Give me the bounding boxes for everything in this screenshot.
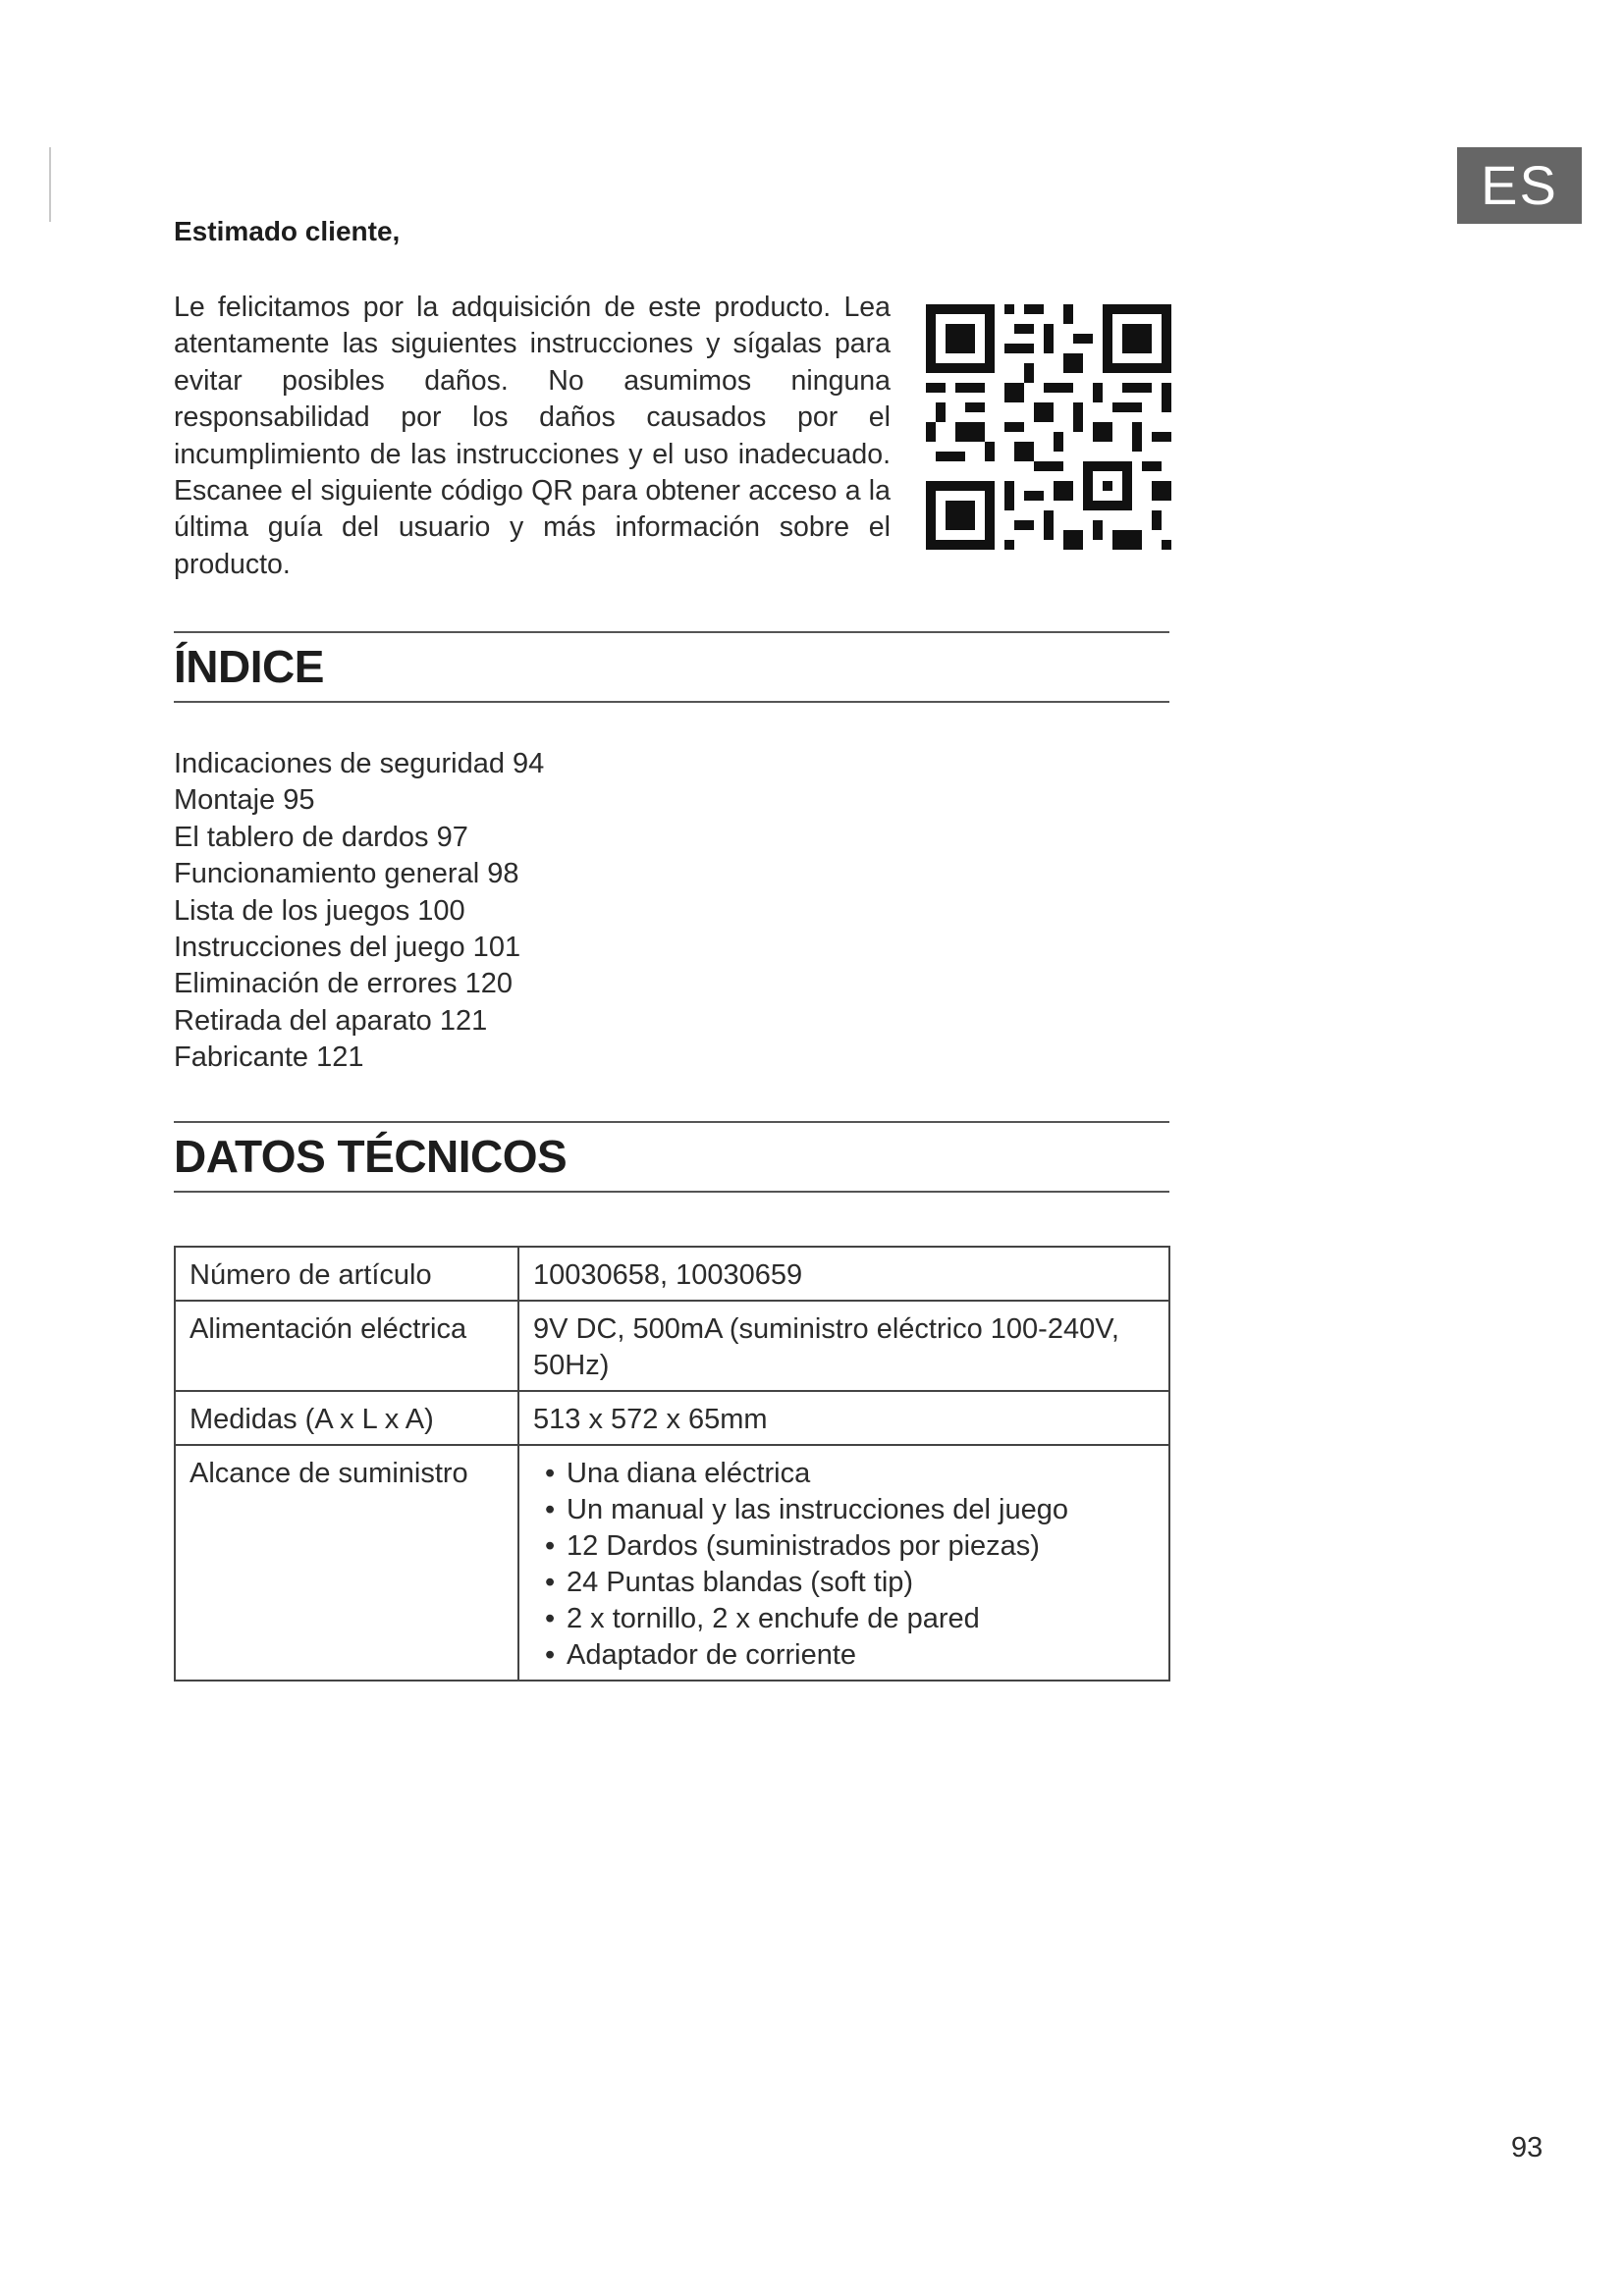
- list-item: • 12 Dardos (suministrados por piezas): [533, 1528, 1155, 1565]
- index-list: [174, 746, 544, 1077]
- spec-value: [518, 1445, 1169, 1681]
- index-bottom-rule: [174, 701, 1169, 703]
- supply-list: [533, 1456, 1155, 1674]
- qr-code-icon: [926, 304, 1171, 550]
- tech-specs-table: [174, 1246, 1170, 1682]
- index-item: Funcionamiento general 98: [174, 858, 519, 890]
- list-item: • 24 Puntas blandas (soft tip): [533, 1565, 1155, 1601]
- list-item: • Una diana eléctrica: [533, 1456, 1155, 1492]
- index-title: ÍNDICE: [174, 641, 324, 692]
- table-row: [175, 1301, 1169, 1391]
- spec-value: 10030658, 10030659: [518, 1247, 1169, 1301]
- tech-bottom-rule: [174, 1191, 1169, 1193]
- index-item: Lista de los juegos 100: [174, 894, 465, 927]
- index-item: Montaje 95: [174, 784, 315, 817]
- index-item: Instrucciones del juego 101: [174, 932, 521, 964]
- table-row: [175, 1247, 1169, 1301]
- intro-paragraph: Le felicitamos por la adquisición de este producto. Lea atentamente las siguientes instrucciones y sígalas para evitar posibles daños. No asumimos ninguna responsabilidad por los daños causados por el incumplimiento de las instrucciones y el uso inadecuado. Escanee el siguiente código QR para obtener acceso a la última guía del usuario y más información sobre el producto.: [174, 292, 891, 580]
- list-item: • Un manual y las instrucciones del juego: [533, 1492, 1155, 1528]
- list-item: • Adaptador de corriente: [533, 1637, 1155, 1674]
- list-item: • 2 x tornillo, 2 x enchufe de pared: [533, 1601, 1155, 1637]
- tech-title: DATOS TÉCNICOS: [174, 1131, 568, 1182]
- index-item: Fabricante 121: [174, 1041, 364, 1074]
- language-badge: ES: [1457, 147, 1582, 224]
- spec-label: Número de artículo: [175, 1247, 518, 1301]
- intro-text: [174, 290, 891, 583]
- index-top-rule: [174, 631, 1169, 633]
- greeting: Estimado cliente,: [174, 216, 401, 246]
- page-number: 93: [1511, 2132, 1543, 2163]
- spec-label: Medidas (A x L x A): [175, 1391, 518, 1445]
- spec-label: Alimentación eléctrica: [175, 1301, 518, 1391]
- index-item: Indicaciones de seguridad 94: [174, 748, 545, 779]
- table-row: [175, 1391, 1169, 1445]
- index-item: El tablero de dardos 97: [174, 821, 468, 853]
- tech-top-rule: [174, 1121, 1169, 1123]
- index-item: Eliminación de errores 120: [174, 968, 513, 1000]
- spec-value: 9V DC, 500mA (suministro eléctrico 100-240V, 50Hz): [518, 1301, 1169, 1391]
- margin-rule: [49, 147, 51, 222]
- index-item: Retirada del aparato 121: [174, 1004, 488, 1037]
- spec-value: 513 x 572 x 65mm: [518, 1391, 1169, 1445]
- table-row: [175, 1445, 1169, 1681]
- spec-label: Alcance de suministro: [175, 1445, 518, 1681]
